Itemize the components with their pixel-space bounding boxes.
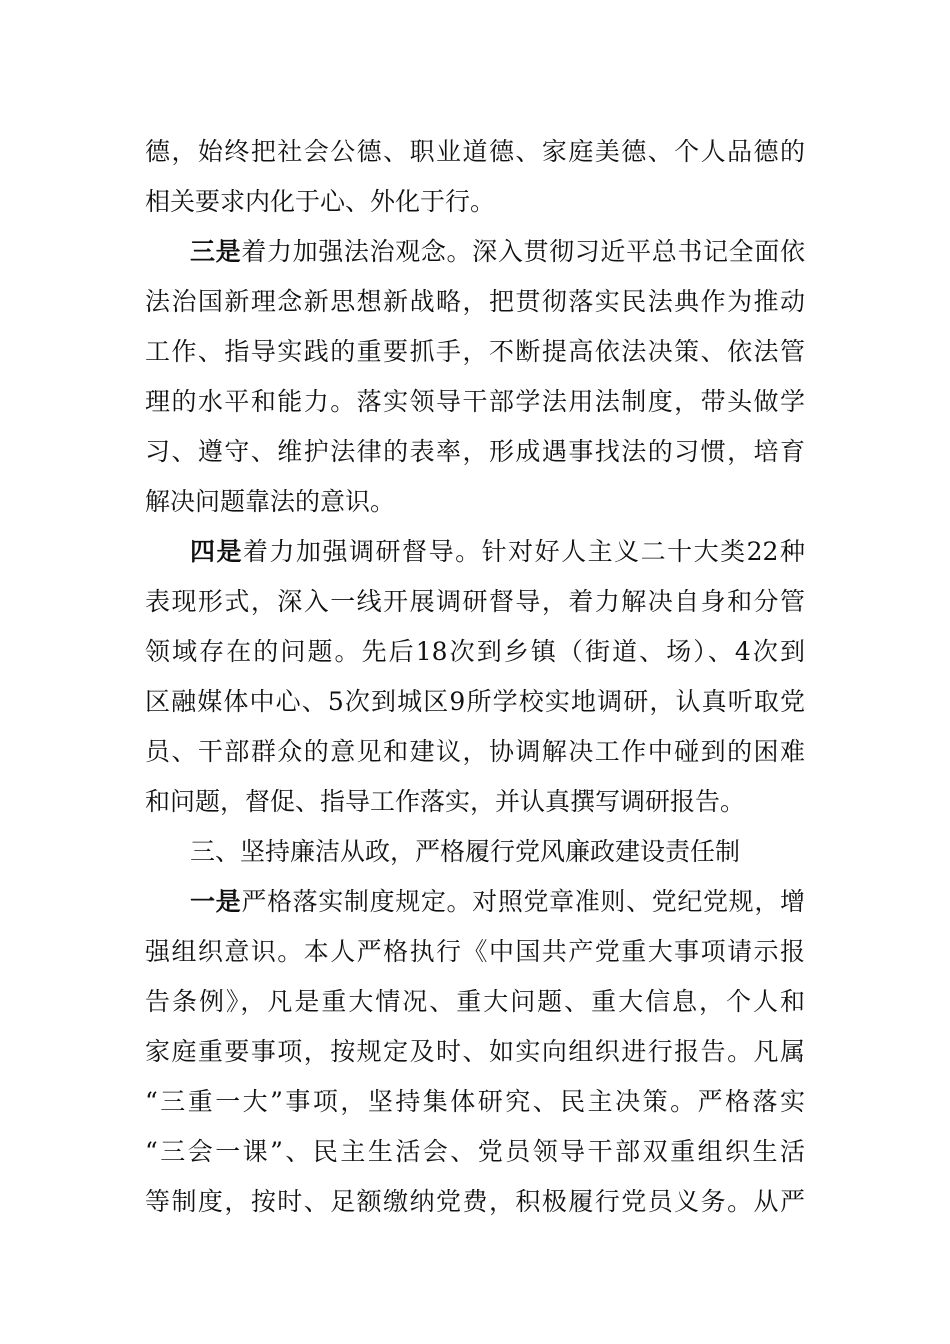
paragraph-4-line-1-text: 严格落实制度规定。对照党章准则、党纪党规，增 — [241, 887, 805, 916]
paragraph-4-line-4: 家庭重要事项，按规定及时、如实向组织进行报告。凡属 — [145, 1037, 805, 1066]
paragraph-4-line-1 — [190, 877, 805, 927]
paragraph-4-line-2: 强组织意识。本人严格执行《中国共产党重大事项请示报 — [145, 937, 805, 966]
paragraph-4-line-3: 告条例》，凡是重大情况、重大问题、重大信息，个人和 — [145, 987, 805, 1016]
paragraph-1-line-1: 德，始终把社会公德、职业道德、家庭美德、个人品德的 — [145, 137, 805, 166]
section-heading-3: 三、坚持廉洁从政，严格履行党风廉政建设责任制 — [190, 837, 741, 866]
paragraph-2-line-6: 解决问题靠法的意识。 — [145, 487, 396, 516]
paragraph-3-line-1-text: 着力加强调研督导。针对好人主义二十大类22种 — [243, 537, 805, 566]
paragraph-2-line-1 — [190, 227, 805, 277]
paragraph-3-line-2: 表现形式，深入一线开展调研督导，着力解决自身和分管 — [145, 587, 805, 616]
paragraph-2-line-1-text: 着力加强法治观念。深入贯彻习近平总书记全面依 — [241, 237, 805, 266]
paragraph-4-line-7: 等制度，按时、足额缴纳党费，积极履行党员义务。从严 — [145, 1187, 805, 1216]
paragraph-3-line-4: 区融媒体中心、5次到城区9所学校实地调研，认真听取党 — [145, 687, 805, 716]
paragraph-3-line-1 — [190, 527, 805, 577]
paragraph-2-line-4: 理的水平和能力。落实领导干部学法用法制度，带头做学 — [145, 387, 805, 416]
paragraph-4-line-5: “三重一大”事项，坚持集体研究、民主决策。严格落实 — [145, 1087, 805, 1116]
paragraph-3-line-3: 领域存在的问题。先后18次到乡镇（街道、场）、4次到 — [145, 637, 805, 666]
paragraph-2-lead: 三是 — [190, 237, 242, 266]
paragraph-2-line-2: 法治国新理念新思想新战略，把贯彻落实民法典作为推动 — [145, 287, 805, 316]
paragraph-2-line-5: 习、遵守、维护法律的表率，形成遇事找法的习惯，培育 — [145, 437, 805, 466]
paragraph-3-line-6: 和问题，督促、指导工作落实，并认真撰写调研报告。 — [145, 787, 746, 816]
paragraph-4-line-6: “三会一课”、民主生活会、党员领导干部双重组织生活 — [145, 1137, 805, 1166]
paragraph-3-line-5: 员、干部群众的意见和建议，协调解决工作中碰到的困难 — [145, 737, 805, 766]
paragraph-3-lead: 四是 — [190, 537, 244, 566]
paragraph-2-line-3: 工作、指导实践的重要抓手，不断提高依法决策、依法管 — [145, 337, 805, 366]
paragraph-4-lead: 一是 — [190, 887, 242, 916]
paragraph-1-line-2: 相关要求内化于心、外化于行。 — [145, 187, 496, 216]
